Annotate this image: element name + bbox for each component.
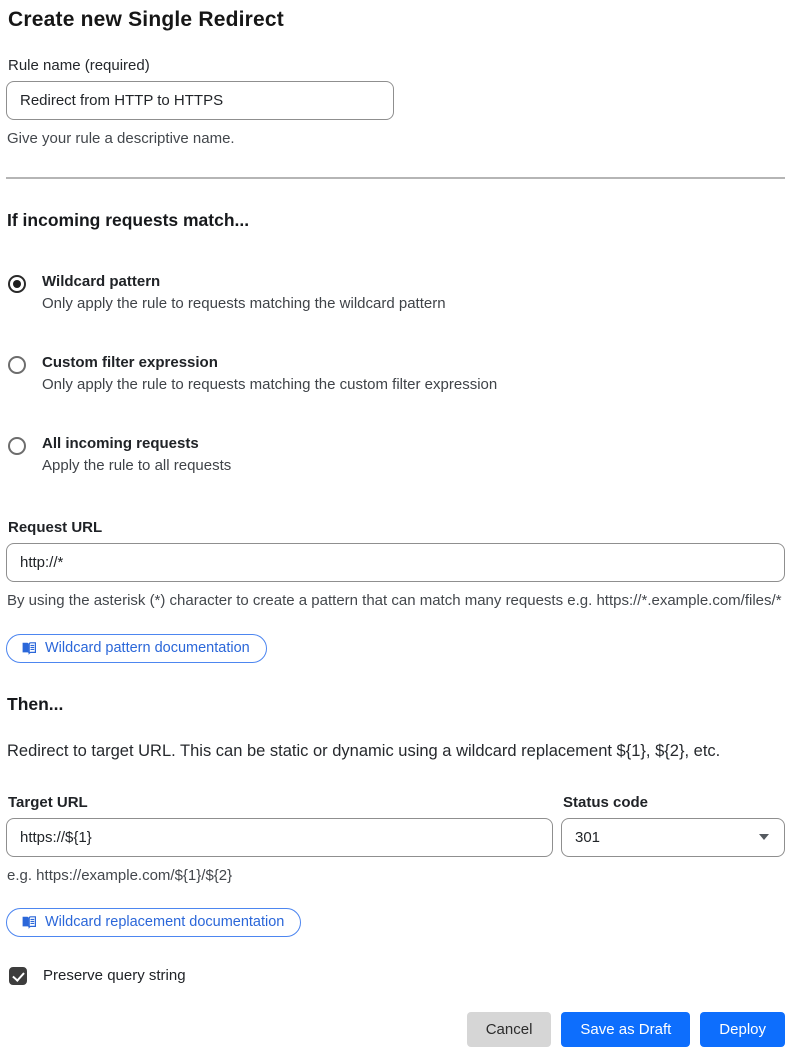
rule-name-field	[6, 57, 785, 150]
open-book-icon	[21, 640, 37, 656]
rule-name-label: Rule name (required)	[8, 57, 150, 74]
cancel-button[interactable]: Cancel	[467, 1012, 552, 1048]
request-url-helper: By using the asterisk (*) character to create a pattern that can match many requests e.g. https://*.example.com/files/*	[7, 592, 782, 610]
radio-description: Only apply the rule to requests matching the custom filter expression	[42, 376, 498, 394]
radio-label: Wildcard pattern	[42, 273, 161, 291]
radio-description: Only apply the rule to requests matching the wildcard pattern	[42, 295, 446, 313]
status-code-label: Status code	[563, 793, 649, 811]
rule-name-input[interactable]: Redirect from HTTP to HTTPS	[6, 81, 394, 120]
form-actions	[6, 1012, 785, 1048]
target-url-label: Target URL	[8, 793, 88, 811]
then-section-heading: Then...	[7, 693, 64, 714]
radio-label: Custom filter expression	[42, 354, 218, 372]
rule-name-helper: Give your rule a descriptive name.	[7, 130, 235, 147]
radio-option-wildcard-pattern[interactable]	[6, 273, 785, 312]
deploy-button[interactable]: Deploy	[700, 1012, 785, 1048]
then-description: Redirect to target URL. This can be static or dynamic using a wildcard replacement ${1}, ${2}, etc.	[7, 741, 721, 760]
radio-label: All incoming requests	[42, 435, 199, 453]
radio-description: Apply the rule to all requests	[42, 457, 232, 475]
open-book-icon	[21, 914, 37, 930]
radio-option-all-requests[interactable]	[6, 435, 785, 474]
radio-button-icon[interactable]	[8, 356, 26, 374]
checkbox-icon[interactable]	[9, 967, 27, 985]
save-as-draft-button[interactable]: Save as Draft	[561, 1012, 690, 1048]
status-code-field	[561, 794, 785, 887]
radio-button-icon[interactable]	[8, 437, 26, 455]
section-divider	[6, 177, 785, 179]
preserve-query-checkbox-row[interactable]	[6, 967, 785, 985]
wildcard-pattern-docs-button[interactable]	[6, 634, 267, 663]
request-url-input[interactable]: http://*	[6, 543, 785, 582]
request-url-label: Request URL	[8, 519, 103, 537]
status-code-value: 301	[575, 828, 601, 846]
status-code-select[interactable]	[561, 818, 785, 857]
doc-button-label: Wildcard replacement documentation	[45, 913, 285, 930]
wildcard-replacement-docs-button[interactable]	[6, 908, 301, 937]
request-url-field	[6, 519, 785, 662]
match-section-heading: If incoming requests match...	[7, 210, 250, 231]
page-title: Create new Single Redirect	[8, 8, 284, 31]
doc-button-label: Wildcard pattern documentation	[45, 639, 250, 656]
radio-option-custom-filter[interactable]	[6, 354, 785, 393]
preserve-query-label: Preserve query string	[43, 967, 186, 985]
target-url-field	[6, 794, 553, 887]
radio-button-icon[interactable]	[8, 275, 26, 293]
target-url-helper: e.g. https://example.com/${1}/${2}	[7, 866, 233, 884]
chevron-down-icon	[759, 834, 769, 840]
target-url-input[interactable]: https://${1}	[6, 818, 553, 857]
